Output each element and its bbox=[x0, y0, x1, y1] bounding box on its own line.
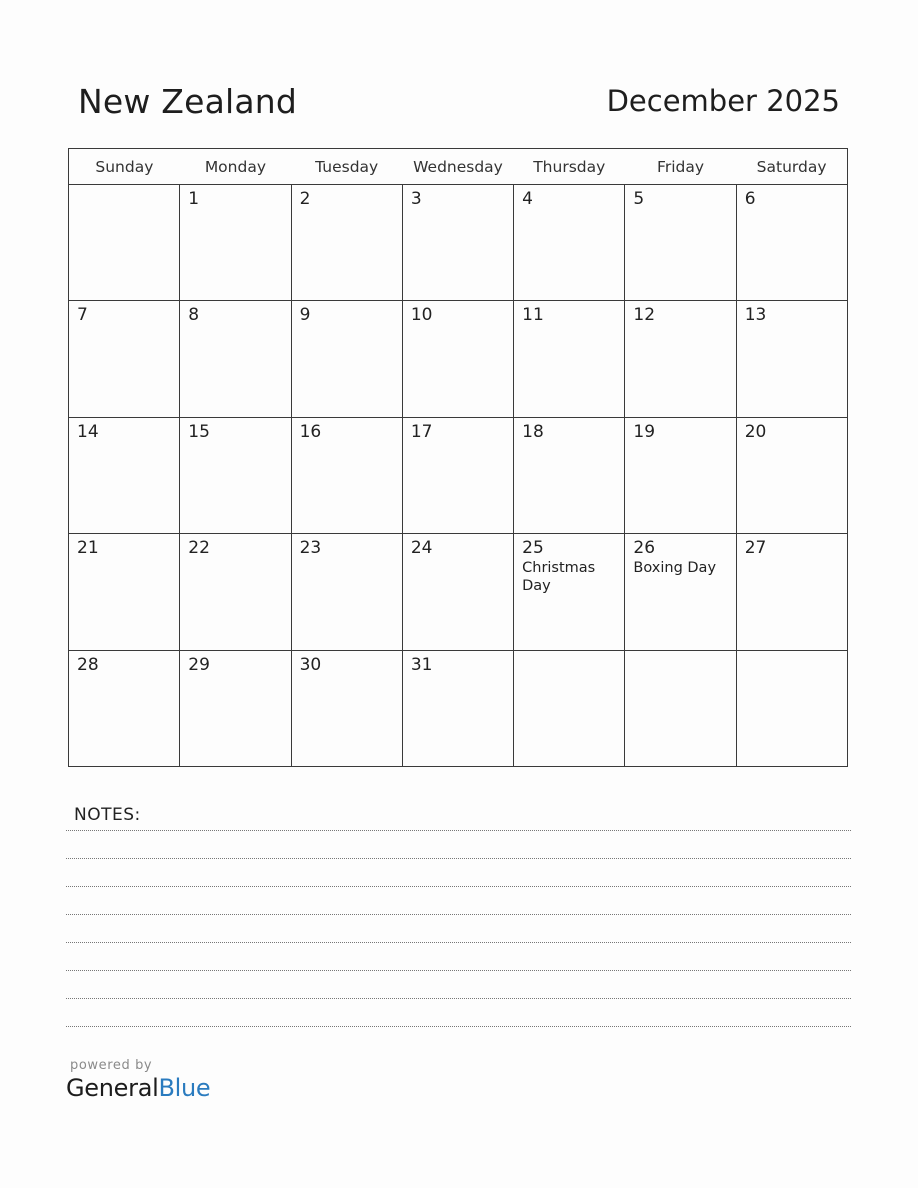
week-row-3 bbox=[69, 417, 848, 533]
day-cell bbox=[514, 417, 625, 533]
day-number: 14 bbox=[77, 421, 99, 442]
day-number: 3 bbox=[410, 189, 422, 209]
day-number: 23 bbox=[299, 538, 322, 559]
notes-label: NOTES: bbox=[74, 805, 141, 825]
day-number: 2 bbox=[299, 189, 311, 209]
day-cell bbox=[180, 185, 291, 301]
week-row-2 bbox=[69, 301, 848, 417]
day-cell bbox=[514, 534, 625, 650]
day-cell bbox=[402, 650, 513, 766]
day-cell bbox=[402, 417, 513, 533]
week-row-1 bbox=[69, 185, 848, 301]
week-row-4 bbox=[69, 534, 848, 650]
day-number: 12 bbox=[633, 305, 656, 326]
day-cell bbox=[736, 185, 847, 301]
note-line bbox=[66, 830, 851, 831]
day-number: 11 bbox=[522, 305, 544, 326]
day-number: 26 bbox=[633, 538, 656, 559]
day-number: 13 bbox=[744, 305, 767, 326]
day-cell bbox=[180, 301, 291, 417]
day-cell bbox=[625, 185, 736, 301]
calendar-grid bbox=[68, 148, 848, 767]
day-cell bbox=[625, 417, 736, 533]
day-cell bbox=[514, 301, 625, 417]
day-number: 1 bbox=[188, 189, 200, 209]
day-number: 31 bbox=[410, 654, 433, 675]
day-number: 15 bbox=[188, 421, 210, 442]
weekday-friday: Friday bbox=[657, 157, 705, 176]
weekday-thursday: Thursday bbox=[533, 157, 606, 176]
day-number: 5 bbox=[633, 189, 645, 209]
day-number bbox=[737, 651, 847, 655]
day-cell bbox=[291, 534, 402, 650]
day-number: 27 bbox=[744, 538, 767, 559]
brand-general: General bbox=[66, 1074, 159, 1102]
generalblue-logo bbox=[66, 1074, 210, 1102]
day-number: 17 bbox=[410, 421, 433, 442]
day-cell bbox=[736, 417, 847, 533]
day-cell bbox=[514, 650, 625, 766]
day-number: 10 bbox=[410, 305, 433, 326]
note-line bbox=[66, 1026, 851, 1027]
day-cell bbox=[69, 534, 180, 650]
note-line bbox=[66, 914, 851, 915]
day-number: 7 bbox=[77, 305, 88, 326]
day-number bbox=[69, 185, 179, 189]
day-cell bbox=[736, 534, 847, 650]
holiday-label: Christmas Day bbox=[522, 560, 596, 595]
day-number: 20 bbox=[744, 421, 767, 442]
weekday-saturday: Saturday bbox=[756, 157, 827, 176]
note-line bbox=[66, 998, 851, 999]
day-cell bbox=[625, 534, 736, 650]
day-cell bbox=[291, 650, 402, 766]
day-number: 4 bbox=[522, 189, 533, 209]
day-cell bbox=[69, 650, 180, 766]
day-number: 8 bbox=[188, 305, 200, 326]
day-number: 22 bbox=[188, 538, 210, 559]
day-cell bbox=[402, 185, 513, 301]
day-number: 19 bbox=[633, 421, 656, 442]
note-line bbox=[66, 886, 851, 887]
day-cell bbox=[69, 301, 180, 417]
day-number: 6 bbox=[744, 189, 756, 209]
day-cell bbox=[402, 301, 513, 417]
powered-by-text: powered by bbox=[70, 1058, 153, 1073]
day-cell bbox=[180, 417, 291, 533]
day-number: 28 bbox=[77, 654, 99, 675]
day-number: 29 bbox=[188, 654, 210, 675]
weekday-header-row bbox=[69, 149, 848, 185]
weekday-sunday: Sunday bbox=[95, 157, 154, 176]
day-cell bbox=[514, 185, 625, 301]
day-number: 21 bbox=[77, 538, 99, 559]
day-number: 25 bbox=[522, 538, 544, 559]
day-cell bbox=[402, 534, 513, 650]
day-cell bbox=[291, 301, 402, 417]
day-cell bbox=[180, 534, 291, 650]
day-number bbox=[514, 651, 624, 655]
day-cell bbox=[736, 650, 847, 766]
day-cell bbox=[625, 301, 736, 417]
day-cell bbox=[69, 185, 180, 301]
day-cell bbox=[291, 417, 402, 533]
day-number: 18 bbox=[522, 421, 544, 442]
day-cell bbox=[736, 301, 847, 417]
day-number: 30 bbox=[299, 654, 322, 675]
day-cell bbox=[291, 185, 402, 301]
day-number: 16 bbox=[299, 421, 322, 442]
note-line bbox=[66, 858, 851, 859]
weekday-monday: Monday bbox=[204, 157, 267, 176]
day-cell bbox=[69, 417, 180, 533]
holiday-label: Boxing Day bbox=[633, 560, 717, 577]
country-title: New Zealand bbox=[78, 82, 298, 121]
month-year-title: December 2025 bbox=[606, 84, 840, 118]
note-line bbox=[66, 970, 851, 971]
day-number: 9 bbox=[299, 305, 311, 326]
weekday-wednesday: Wednesday bbox=[413, 157, 503, 176]
day-number bbox=[625, 651, 735, 655]
day-cell bbox=[625, 650, 736, 766]
day-number: 24 bbox=[410, 538, 433, 559]
weekday-tuesday: Tuesday bbox=[315, 157, 379, 176]
week-row-5 bbox=[69, 650, 848, 766]
note-line bbox=[66, 942, 851, 943]
brand-blue: Blue bbox=[158, 1074, 211, 1102]
day-cell bbox=[180, 650, 291, 766]
